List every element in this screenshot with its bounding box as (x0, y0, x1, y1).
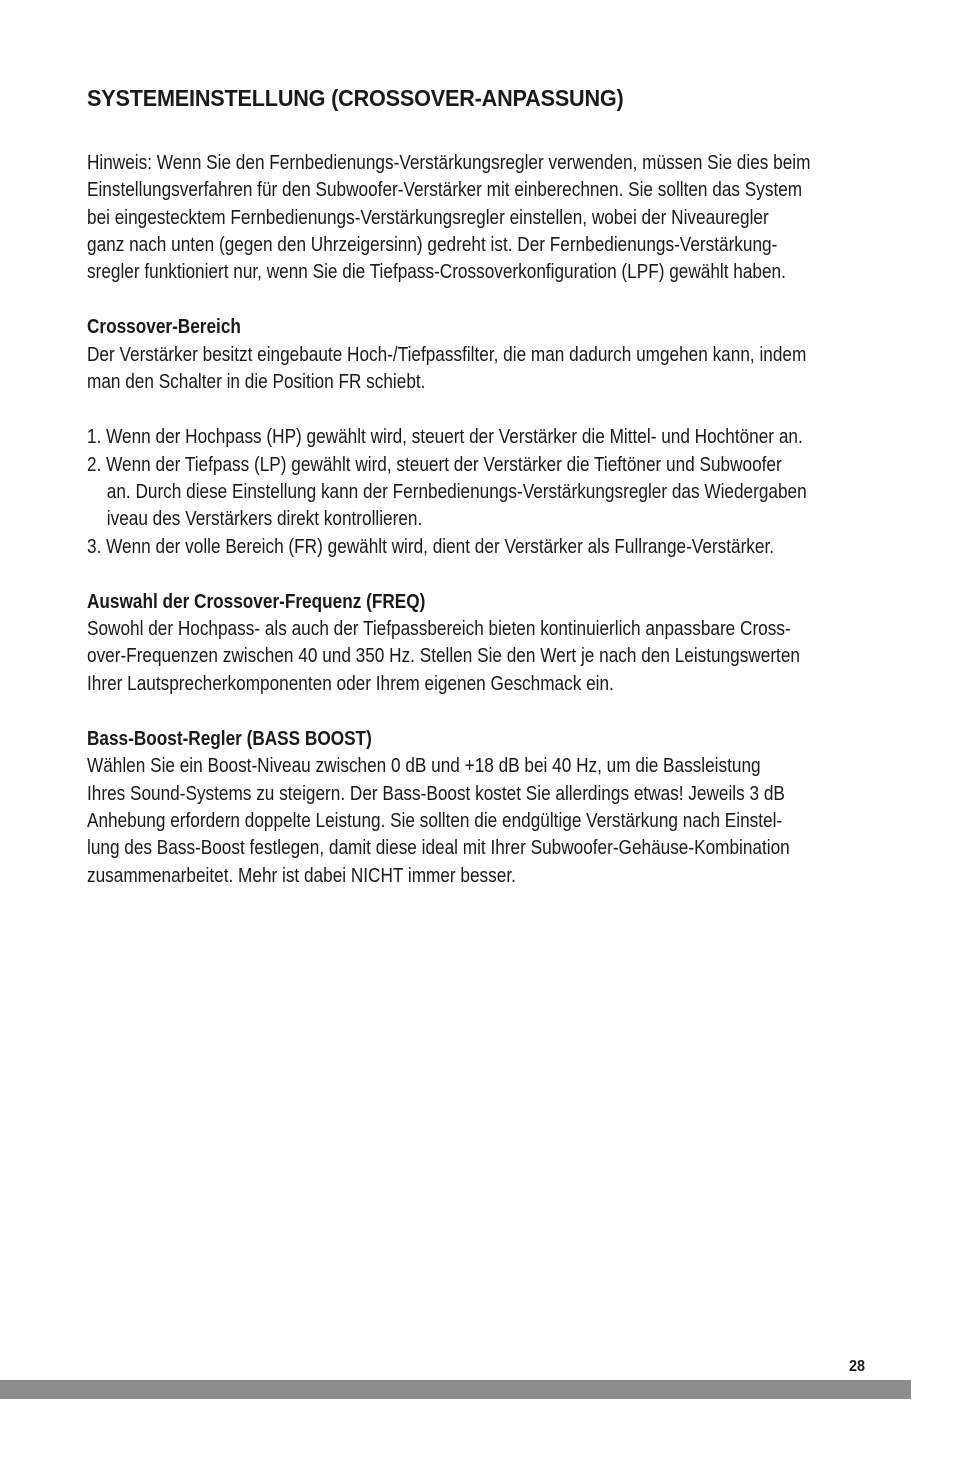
spacer (87, 396, 827, 424)
text-line: 3. Wenn der volle Bereich (FR) gewählt wird, dient der Verstärker als Fullrange-Verstärker. (87, 535, 775, 558)
footer-bar (0, 1380, 911, 1399)
page-number: 28 (849, 1358, 866, 1375)
section-heading-freq: Auswahl der Crossover-Frequenz (FREQ) (87, 590, 426, 613)
spacer (87, 698, 827, 726)
crossover-mode-list (87, 424, 827, 560)
text-line: iveau des Verstärkers direkt kontrollieren. (106, 508, 423, 531)
text-line: zusammenarbeitet. Mehr ist dabei NICHT immer besser. (87, 864, 516, 887)
text-line: bei eingestecktem Fernbedienungs-Verstärkungsregler einstellen, wobei der Niveauregler (87, 206, 769, 229)
section-heading-bass-boost: Bass-Boost-Regler (BASS BOOST) (87, 728, 372, 751)
text-line: 2. Wenn der Tiefpass (LP) gewählt wird, steuert der Verstärker die Tieftöner und Subwoofer (87, 453, 782, 476)
text-line: Ihres Sound-Systems zu steigern. Der Bass-Boost kostet Sie allerdings etwas! Jeweils 3 dB (87, 782, 785, 805)
text-line: over-Frequenzen zwischen 40 und 350 Hz. Stellen Sie den Wert je nach den Leistungswerten (87, 645, 800, 668)
text-line: Der Verstärker besitzt eingebaute Hoch-/Tiefpassfilter, die man dadurch umgehen kann, indem (87, 343, 807, 366)
page-title: SYSTEMEINSTELLUNG (CROSSOVER-ANPASSUNG) (87, 85, 624, 111)
spacer (87, 286, 827, 314)
text-line: an. Durch diese Einstellung kann der Fernbedienungs-Verstärkungsregler das Wiedergaben (106, 480, 807, 503)
text-line: Ihrer Lautsprecherkomponenten oder Ihrem eigenen Geschmack ein. (87, 672, 614, 695)
text-line: man den Schalter in die Position FR schiebt. (87, 371, 426, 394)
text-line: ganz nach unten (gegen den Uhrzeigersinn) gedreht ist. Der Fernbedienungs-Verstärkung- (87, 233, 778, 256)
crossover-range-section (87, 314, 827, 396)
text-line: sregler funktioniert nur, wenn Sie die Tiefpass-Crossoverkonfiguration (LPF) gewählt haben. (87, 261, 786, 284)
list-item (87, 534, 827, 561)
text-line: Wählen Sie ein Boost-Niveau zwischen 0 dB und +18 dB bei 40 Hz, um die Bassleistung (87, 755, 761, 778)
spacer (87, 561, 827, 589)
freq-section (87, 589, 827, 698)
bass-boost-section (87, 726, 827, 890)
list-item (87, 452, 827, 534)
text-line: Einstellungsverfahren für den Subwoofer-Verstärker mit einberechnen. Sie sollten das System (87, 179, 803, 202)
text-line: Hinweis: Wenn Sie den Fernbedienungs-Verstärkungsregler verwenden, müssen Sie dies beim (87, 152, 811, 174)
text-line: Anhebung erfordern doppelte Leistung. Sie sollten die endgültige Verstärkung nach Einstel- (87, 809, 783, 832)
note-paragraph (87, 150, 827, 286)
text-line: Sowohl der Hochpass- als auch der Tiefpassbereich bieten kontinuierlich anpassbare Cross- (87, 618, 791, 641)
text-line: lung des Bass-Boost festlegen, damit diese ideal mit Ihrer Subwoofer-Gehäuse-Kombination (87, 837, 790, 860)
list-item (87, 424, 827, 451)
section-heading-crossover-range: Crossover-Bereich (87, 316, 241, 339)
page-content (87, 150, 827, 890)
text-line: 1. Wenn der Hochpass (HP) gewählt wird, steuert der Verstärker die Mittel- und Hochtöner an. (87, 426, 803, 449)
